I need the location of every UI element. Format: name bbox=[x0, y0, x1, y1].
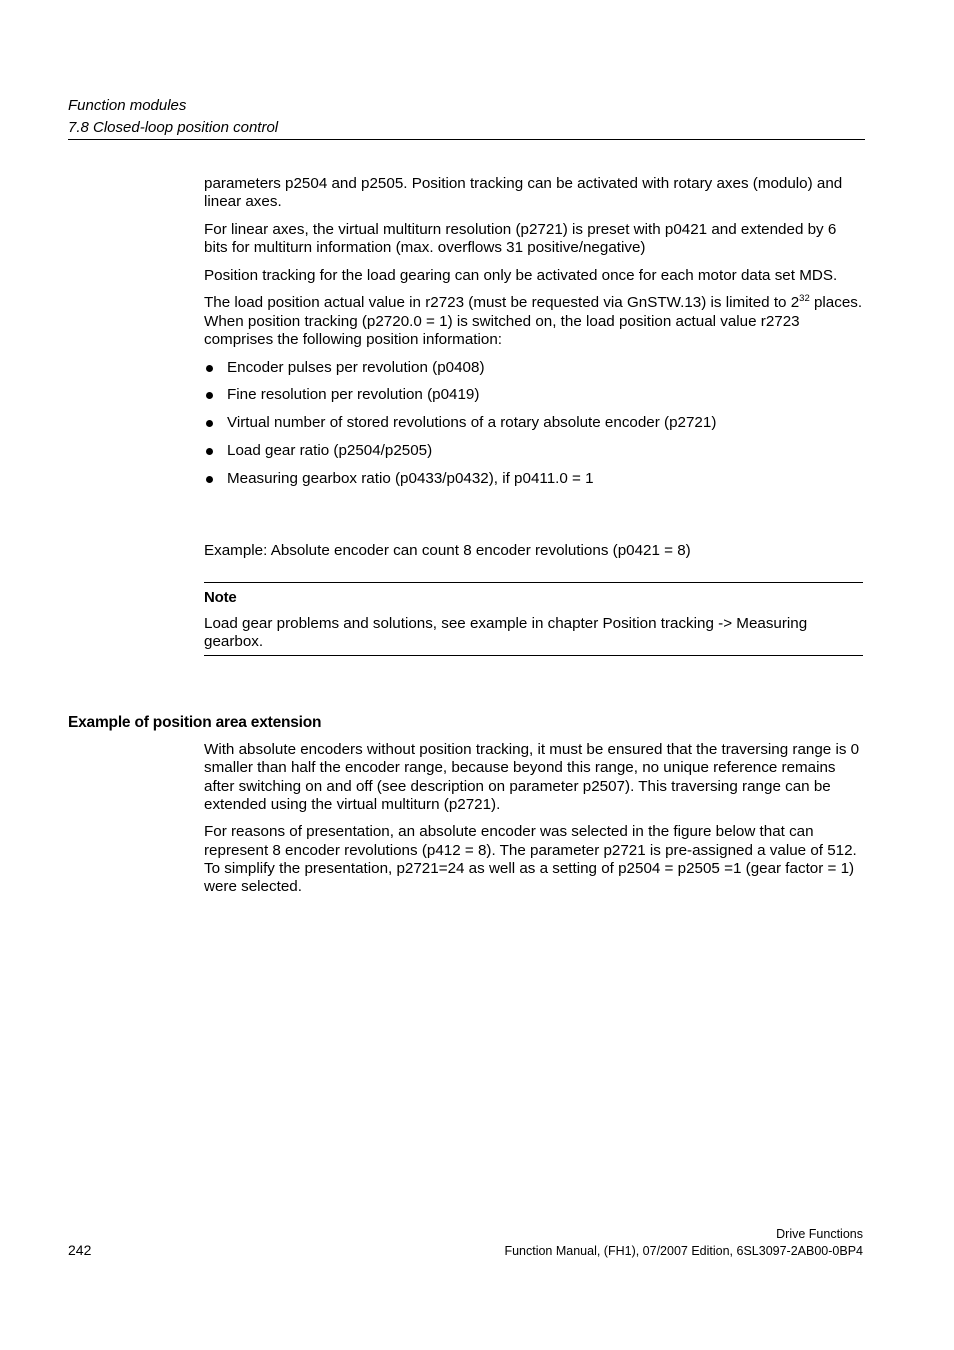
exponent: 32 bbox=[799, 293, 810, 305]
section-text-block bbox=[204, 741, 863, 906]
list-item-text: Load gear ratio (p2504/p2505) bbox=[227, 441, 433, 459]
list-item-text: Virtual number of stored revolutions of a rotary absolute encoder (p2721) bbox=[227, 414, 717, 432]
example-sentence: Example: Absolute encoder can count 8 encoder revolutions (p0421 = 8) bbox=[204, 542, 691, 559]
intro-paragraph-1: parameters p2504 and p2505. Position tracking can be activated with rotary axes (modulo) and linear axes. bbox=[204, 175, 843, 211]
section-paragraph-1: With absolute encoders without position tracking, it must be ensured that the traversing range is 0 smaller than half the encoder range, because beyond this range, no unique reference remains after switching on and off (see description on parameter p2507). This traversing range can be extended using the virtual multiturn (p2721). bbox=[204, 741, 860, 813]
bullet-icon bbox=[206, 476, 213, 483]
list-item bbox=[204, 359, 863, 377]
bullet-icon bbox=[206, 392, 213, 399]
note-title: Note bbox=[204, 589, 237, 606]
list-item bbox=[204, 414, 863, 432]
note-text: Load gear problems and solutions, see example in chapter Position tracking -> Measuring gearbox. bbox=[204, 615, 808, 651]
paragraph-4-start: The load position actual value in r2723 (must be requested via GnSTW.13) is limited to 2 bbox=[204, 294, 800, 312]
list-item-text: Encoder pulses per revolution (p0408) bbox=[227, 358, 485, 376]
section-heading: Example of position area extension bbox=[68, 714, 322, 731]
list-item-text: Measuring gearbox ratio (p0433/p0432), if p0411.0 = 1 bbox=[227, 469, 594, 487]
list-item-text: Fine resolution per revolution (p0419) bbox=[227, 386, 480, 404]
header-chapter: Function modules bbox=[68, 97, 187, 114]
list-item bbox=[204, 442, 863, 460]
list-item bbox=[204, 470, 863, 488]
intro-text-block bbox=[204, 175, 863, 498]
bullet-icon bbox=[206, 365, 213, 372]
intro-paragraph-2: For linear axes, the virtual multiturn resolution (p2721) is preset with p0421 and extended by 6 bits for multiturn information (max. overflows 31 positive/negative) bbox=[204, 220, 837, 257]
footer-title: Drive Functions bbox=[776, 1227, 863, 1241]
note-box bbox=[204, 582, 863, 656]
section-paragraph-2: For reasons of presentation, an absolute encoder was selected in the figure below that can represent 8 encoder revolutions (p412 = 8). The parameter p2721 is pre-assigned a value of 512. To simplify the presentation, p2721=24 as well as a setting of p2504 = p2505 =1 (gear factor = 1) were selected. bbox=[204, 823, 857, 896]
footer-info bbox=[504, 1226, 863, 1260]
intro-paragraph-4 bbox=[204, 294, 863, 349]
list-item bbox=[204, 386, 863, 404]
footer-manual: Function Manual, (FH1), 07/2007 Edition, 6SL3097-2AB00-0BP4 bbox=[504, 1244, 863, 1258]
position-information-list bbox=[204, 359, 863, 488]
intro-paragraph-3: Position tracking for the load gearing can only be activated once for each motor data set MDS. bbox=[204, 266, 838, 284]
running-header bbox=[68, 95, 865, 140]
page-number: 242 bbox=[68, 1242, 92, 1258]
header-section: 7.8 Closed-loop position control bbox=[68, 119, 279, 136]
paragraph-4-end: places. When position tracking (p2720.0 = 1) is switched on, the load position actual value r2723 comprises the following position information: bbox=[204, 294, 863, 348]
bullet-icon bbox=[206, 420, 213, 427]
bullet-icon bbox=[206, 448, 213, 455]
